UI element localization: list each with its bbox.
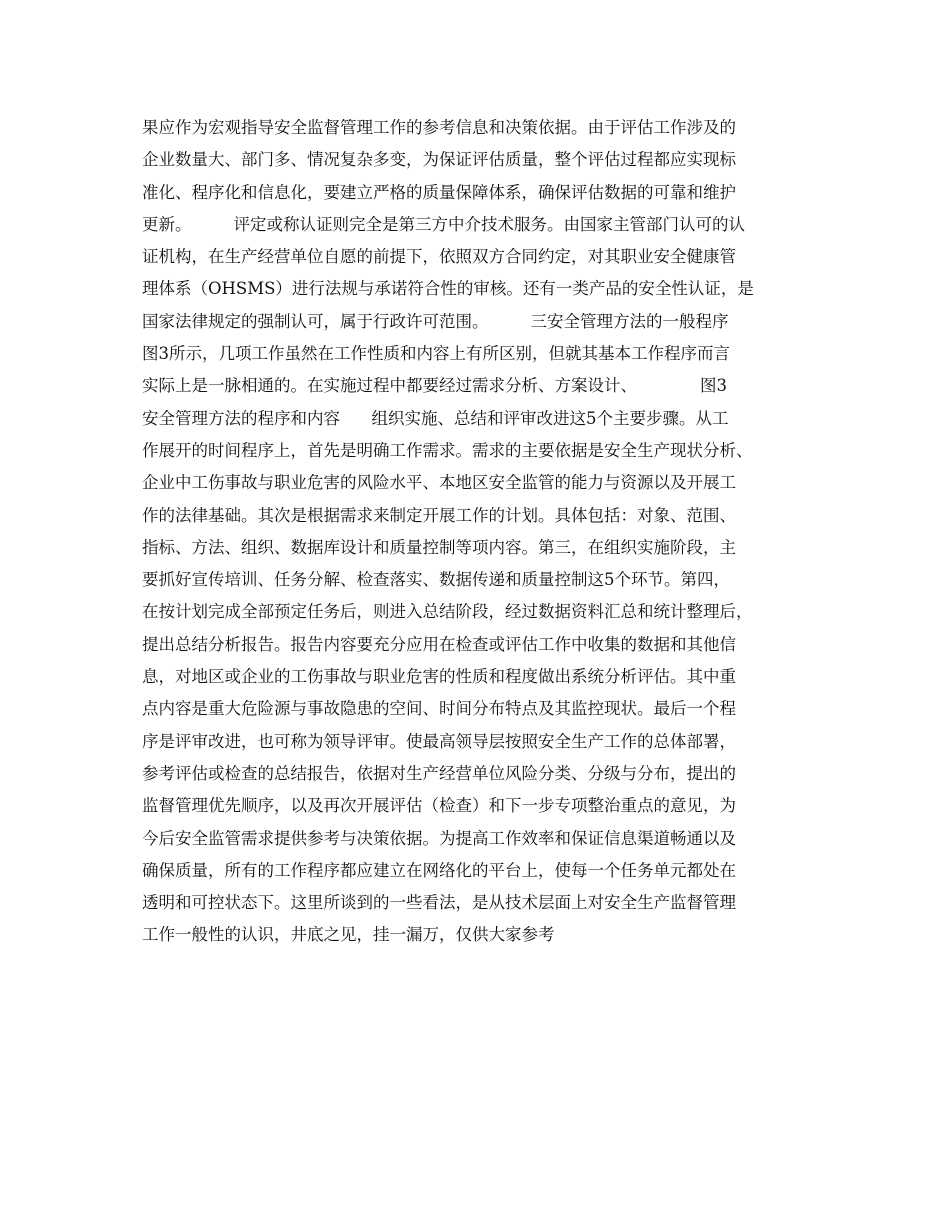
text-line: 透明和可控状态下。这里所谈到的一些看法，是从技术层面上对安全生产监督管理 xyxy=(142,893,736,913)
text-line: 企业数量大、部门多、情况复杂多变，为保证评估质量，整个评估过程都应实现标 xyxy=(142,150,736,170)
text-line: 作展开的时间程序上，首先是明确工作需求。需求的主要依据是安全生产现状分析、 xyxy=(142,440,753,460)
text-line: 参考评估或检查的总结报告，依据对生产经营单位风险分类、分级与分布，提出的 xyxy=(142,763,736,783)
body-text xyxy=(142,112,842,952)
text-line: 准化、程序化和信息化，要建立严格的质量保障体系，确保评估数据的可靠和维护 xyxy=(142,182,736,202)
text-line: 证机构，在生产经营单位自愿的前提下，依照双方合同约定，对其职业安全健康管 xyxy=(142,247,736,267)
text-line: 工作一般性的认识，井底之见，挂一漏万，仅供大家参考 xyxy=(142,925,555,945)
text-line: 要抓好宣传培训、任务分解、检查落实、数据传递和质量控制这5个环节。第四， xyxy=(142,570,730,590)
text-line: 在按计划完成全部预定任务后，则进入总结阶段，经过数据资料汇总和统计整理后， xyxy=(142,602,753,622)
text-line: 作的法律基础。其次是根据需求来制定开展工作的计划。具体包括：对象、范围、 xyxy=(142,505,736,525)
text-line: 实际上是一脉相通的。在实施过程中都要经过需求分析、方案设计、 图3 xyxy=(142,376,727,396)
text-line: 息，对地区或企业的工伤事故与职业危害的性质和程度做出系统分析评估。其中重 xyxy=(142,667,736,687)
text-line: 序是评审改进，也可称为领导评审。使最高领导层按照安全生产工作的总体部署， xyxy=(142,731,736,751)
text-line: 国家法律规定的强制认可，属于行政许可范围。 三安全管理方法的一般程序 xyxy=(142,311,729,331)
text-line: 今后安全监管需求提供参考与决策依据。为提高工作效率和保证信息渠道畅通以及 xyxy=(142,828,736,848)
text-line: 监督管理优先顺序，以及再次开展评估（检查）和下一步专项整治重点的意见，为 xyxy=(142,796,736,816)
text-line: 安全管理方法的程序和内容 组织实施、总结和评审改进这5个主要步骤。从工 xyxy=(142,408,729,428)
text-line: 点内容是重大危险源与事故隐患的空间、时间分布特点及其监控现状。最后一个程 xyxy=(142,699,736,719)
text-line: 果应作为宏观指导安全监督管理工作的参考信息和决策依据。由于评估工作涉及的 xyxy=(142,118,736,137)
text-line: 更新。 评定或称认证则完全是第三方中介技术服务。由国家主管部门认可的认 xyxy=(142,214,745,234)
text-line: 提出总结分析报告。报告内容要充分应用在检查或评估工作中收集的数据和其他信 xyxy=(142,634,736,654)
text-line: 图3所示，几项工作虽然在工作性质和内容上有所区别，但就其基本工作程序而言 xyxy=(142,344,730,364)
text-line: 确保质量，所有的工作程序都应建立在网络化的平台上，使每一个任务单元都处在 xyxy=(142,860,736,880)
text-line: 理体系（OHSMS）进行法规与承诺符合性的审核。还有一类产品的安全性认证，是 xyxy=(142,279,754,299)
text-line: 指标、方法、组织、数据库设计和质量控制等项内容。第三，在组织实施阶段，主 xyxy=(142,537,736,557)
text-line: 企业中工伤事故与职业危害的风险水平、本地区安全监管的能力与资源以及开展工 xyxy=(142,473,736,493)
